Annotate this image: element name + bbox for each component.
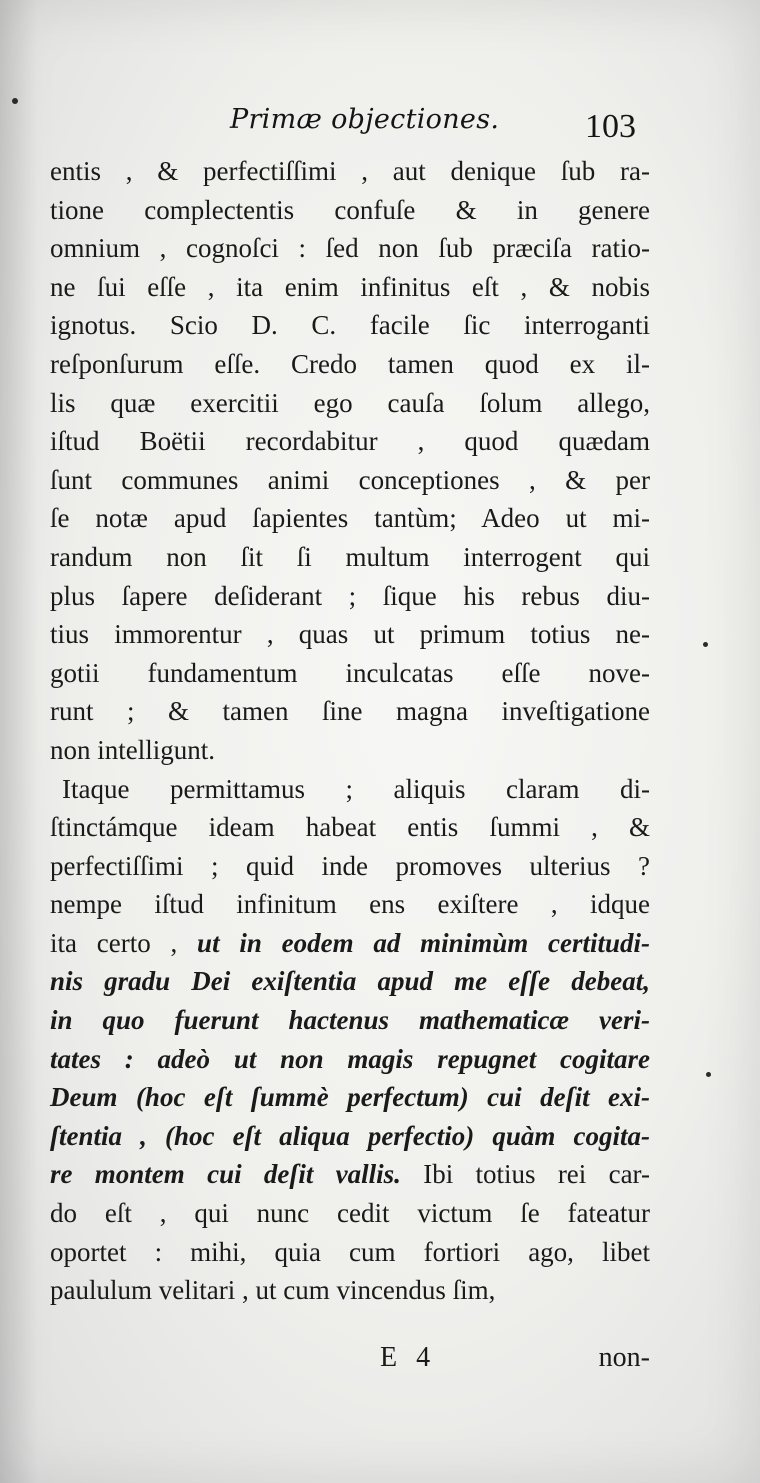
text-line bbox=[50, 962, 650, 1001]
page-footer bbox=[50, 1342, 650, 1382]
text-line bbox=[50, 924, 650, 963]
text-line bbox=[50, 422, 650, 461]
text-segment: Itaque permittamus ; aliquis claram di- bbox=[62, 773, 650, 804]
text-line bbox=[50, 808, 650, 847]
text-segment: iſtud Boëtii recordabitur , quod quædam bbox=[50, 426, 650, 457]
text-segment: randum non ſit ſi multum interrogent qui bbox=[50, 541, 650, 572]
running-head: Primæ objectiones. bbox=[230, 104, 500, 135]
text-segment: ſe notæ apud ſapientes tantùm; Adeo ut mi- bbox=[50, 503, 650, 534]
text-line bbox=[50, 885, 650, 924]
body-text bbox=[50, 152, 650, 1310]
text-line bbox=[50, 731, 650, 770]
text-line bbox=[50, 1040, 650, 1079]
text-segment: ne ſui eſſe , ita enim infinitus eſt , & nobis bbox=[50, 271, 650, 302]
text-segment: tione complectentis confuſe & in genere bbox=[50, 194, 650, 225]
italic-text-segment: in quo fuerunt hactenus mathematicæ veri- bbox=[50, 1005, 650, 1036]
text-segment: ita certo , bbox=[50, 927, 198, 958]
ink-speck bbox=[12, 98, 18, 104]
text-segment: ſunt communes animi conceptiones , & per bbox=[50, 464, 650, 495]
text-segment: Ibi totius rei car- bbox=[400, 1159, 650, 1190]
text-segment: reſponſurum eſſe. Credo tamen quod ex il- bbox=[50, 348, 650, 379]
page-number: 103 bbox=[585, 108, 636, 145]
text-segment: paululum velitari , ut cum vincendus ſim, bbox=[50, 1275, 496, 1306]
text-line bbox=[50, 538, 650, 577]
text-segment: ſtinctámque ideam habeat entis ſummi , & bbox=[50, 812, 650, 843]
italic-text-segment: re montem cui deſit vallis. bbox=[50, 1159, 401, 1190]
text-segment: runt ; & tamen ſine magna inveſtigatione bbox=[50, 696, 650, 727]
ink-speck bbox=[703, 642, 708, 647]
text-segment: lis quæ exercitii ego cauſa ſolum allego, bbox=[50, 387, 650, 418]
text-segment: non intelligunt. bbox=[50, 734, 215, 765]
text-line bbox=[50, 229, 650, 268]
text-line bbox=[50, 268, 650, 307]
text-segment: ignotus. Scio D. C. facile ſic interroganti bbox=[50, 310, 650, 341]
text-segment: oportet : mihi, quia cum fortiori ago, libet bbox=[50, 1236, 650, 1267]
text-segment: plus ſapere deſiderant ; ſique his rebus diu- bbox=[50, 580, 650, 611]
italic-text-segment: tates : adeò ut non magis repugnet cogitare bbox=[50, 1043, 650, 1074]
text-line bbox=[50, 306, 650, 345]
text-line bbox=[50, 1155, 650, 1194]
spine-shadow bbox=[0, 0, 38, 1483]
italic-text-segment: nis gradu Dei exiſtentia apud me eſſe debeat, bbox=[50, 966, 650, 997]
text-line bbox=[50, 654, 650, 693]
text-line bbox=[50, 577, 650, 616]
text-line bbox=[50, 1001, 650, 1040]
catchword: non- bbox=[598, 1342, 650, 1373]
text-line bbox=[50, 615, 650, 654]
italic-text-segment: Deum (hoc eſt ſummè perfectum) cui deſit exi- bbox=[50, 1082, 650, 1113]
text-segment: do eſt , qui nunc cedit victum ſe fateatur bbox=[50, 1198, 650, 1229]
text-line bbox=[50, 770, 650, 809]
text-line bbox=[50, 1078, 650, 1117]
text-line bbox=[50, 847, 650, 886]
text-line bbox=[50, 152, 650, 191]
text-line bbox=[50, 499, 650, 538]
text-line bbox=[50, 692, 650, 731]
text-line bbox=[50, 345, 650, 384]
signature-mark: E 4 bbox=[380, 1342, 437, 1373]
text-segment: omnium , cognoſci : ſed non ſub præciſa ratio- bbox=[50, 233, 650, 264]
text-line bbox=[50, 191, 650, 230]
italic-text-segment: ut in eodem ad minimùm certitudi- bbox=[197, 927, 650, 958]
text-segment: gotii fundamentum inculcatas eſſe nove- bbox=[50, 657, 650, 688]
text-line bbox=[50, 1117, 650, 1156]
text-line bbox=[50, 1194, 650, 1233]
ink-speck bbox=[706, 1072, 711, 1077]
text-line bbox=[50, 461, 650, 500]
text-segment: perfectiſſimi ; quid inde promoves ulterius ? bbox=[50, 850, 650, 881]
text-segment: entis , & perfectiſſimi , aut denique ſub ra- bbox=[50, 156, 650, 186]
text-line bbox=[50, 1271, 650, 1310]
text-segment: nempe iſtud infinitum ens exiſtere , idque bbox=[50, 889, 650, 920]
text-line bbox=[50, 384, 650, 423]
text-line bbox=[50, 1233, 650, 1272]
text-segment: tius immorentur , quas ut primum totius ne- bbox=[50, 619, 650, 650]
italic-text-segment: ſtentia , (hoc eſt aliqua perfectio) quàm cogita- bbox=[50, 1120, 650, 1151]
